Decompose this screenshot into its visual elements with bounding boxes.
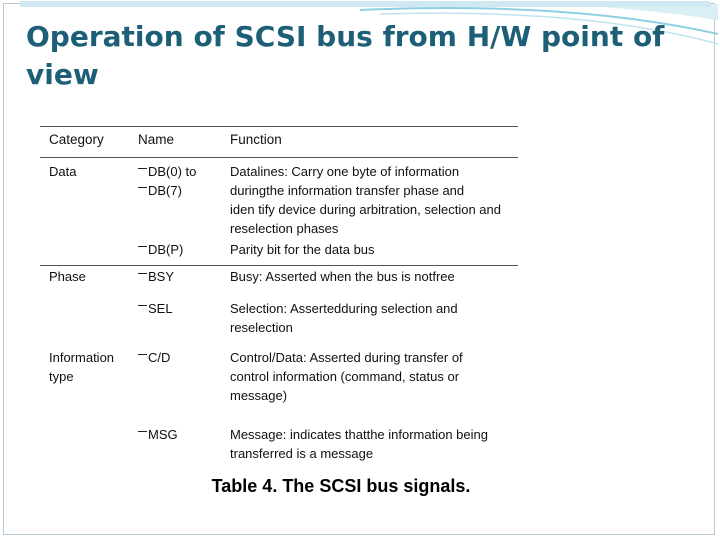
row-2-name-line-1: DB(P)	[148, 242, 184, 257]
row-5-function-line-1: Control/Data: Asserted during transfer of	[230, 350, 463, 365]
row-5-name-line-1: C/D	[148, 350, 171, 365]
row-6-function	[230, 425, 522, 463]
row-3-name-line-1: BSY	[148, 269, 175, 284]
row-3-category: Phase	[49, 269, 86, 284]
header-name: Name	[138, 132, 175, 147]
row-5-function-line-2: control information (command, status or	[230, 369, 460, 384]
table-caption: Table 4. The SCSI bus signals.	[211, 476, 471, 496]
row-1-function	[230, 162, 522, 238]
row-1-name-line-1: DB(0) to	[148, 164, 197, 179]
row-4-function-line-2: reselection	[230, 320, 293, 335]
row-1-function-line-2: duringthe information transfer phase and	[230, 183, 465, 198]
row-5-category	[49, 348, 134, 386]
row-1-name	[138, 162, 228, 200]
row-6-function-line-1: Message: indicates thatthe information being	[230, 427, 488, 442]
row-5-function	[230, 348, 522, 405]
row-2-function-line-1: Parity bit for the data bus	[230, 242, 375, 257]
row-1-category: Data	[49, 164, 77, 179]
row-1-name-line-2: DB(7)	[148, 183, 182, 198]
data-group-rule	[40, 265, 518, 266]
row-5-function-line-3: message)	[230, 388, 288, 403]
slide-title: Operation of SCSI bus from H/W point of view	[26, 20, 665, 91]
row-4-function-line-1: Selection: Assertedduring selection and	[230, 301, 458, 316]
row-2-function	[230, 240, 522, 259]
row-3-function-line-1: Busy: Asserted when the bus is notfree	[230, 269, 455, 284]
row-5-category-line-2: type	[49, 369, 74, 384]
row-2-name	[138, 240, 228, 259]
table-top-rule	[40, 126, 518, 127]
row-5-category-line-1: Information	[49, 350, 115, 365]
row-3-function	[230, 267, 522, 286]
row-4-function	[230, 299, 522, 337]
row-6-name	[138, 425, 228, 444]
header-function: Function	[230, 132, 282, 147]
row-4-name	[138, 299, 228, 318]
row-1-function-line-1: Datalines: Carry one byte of information	[230, 164, 460, 179]
row-1-function-line-4: reselection phases	[230, 221, 339, 236]
row-3-name	[138, 267, 228, 286]
row-4-name-line-1: SEL	[148, 301, 173, 316]
row-6-function-line-2: transferred is a message	[230, 446, 374, 461]
row-6-name-line-1: MSG	[148, 427, 178, 442]
header-category: Category	[49, 132, 104, 147]
row-5-name	[138, 348, 228, 367]
row-1-function-line-3: iden tify device during arbitration, selection and	[230, 202, 501, 217]
header-bottom-rule	[40, 157, 518, 158]
